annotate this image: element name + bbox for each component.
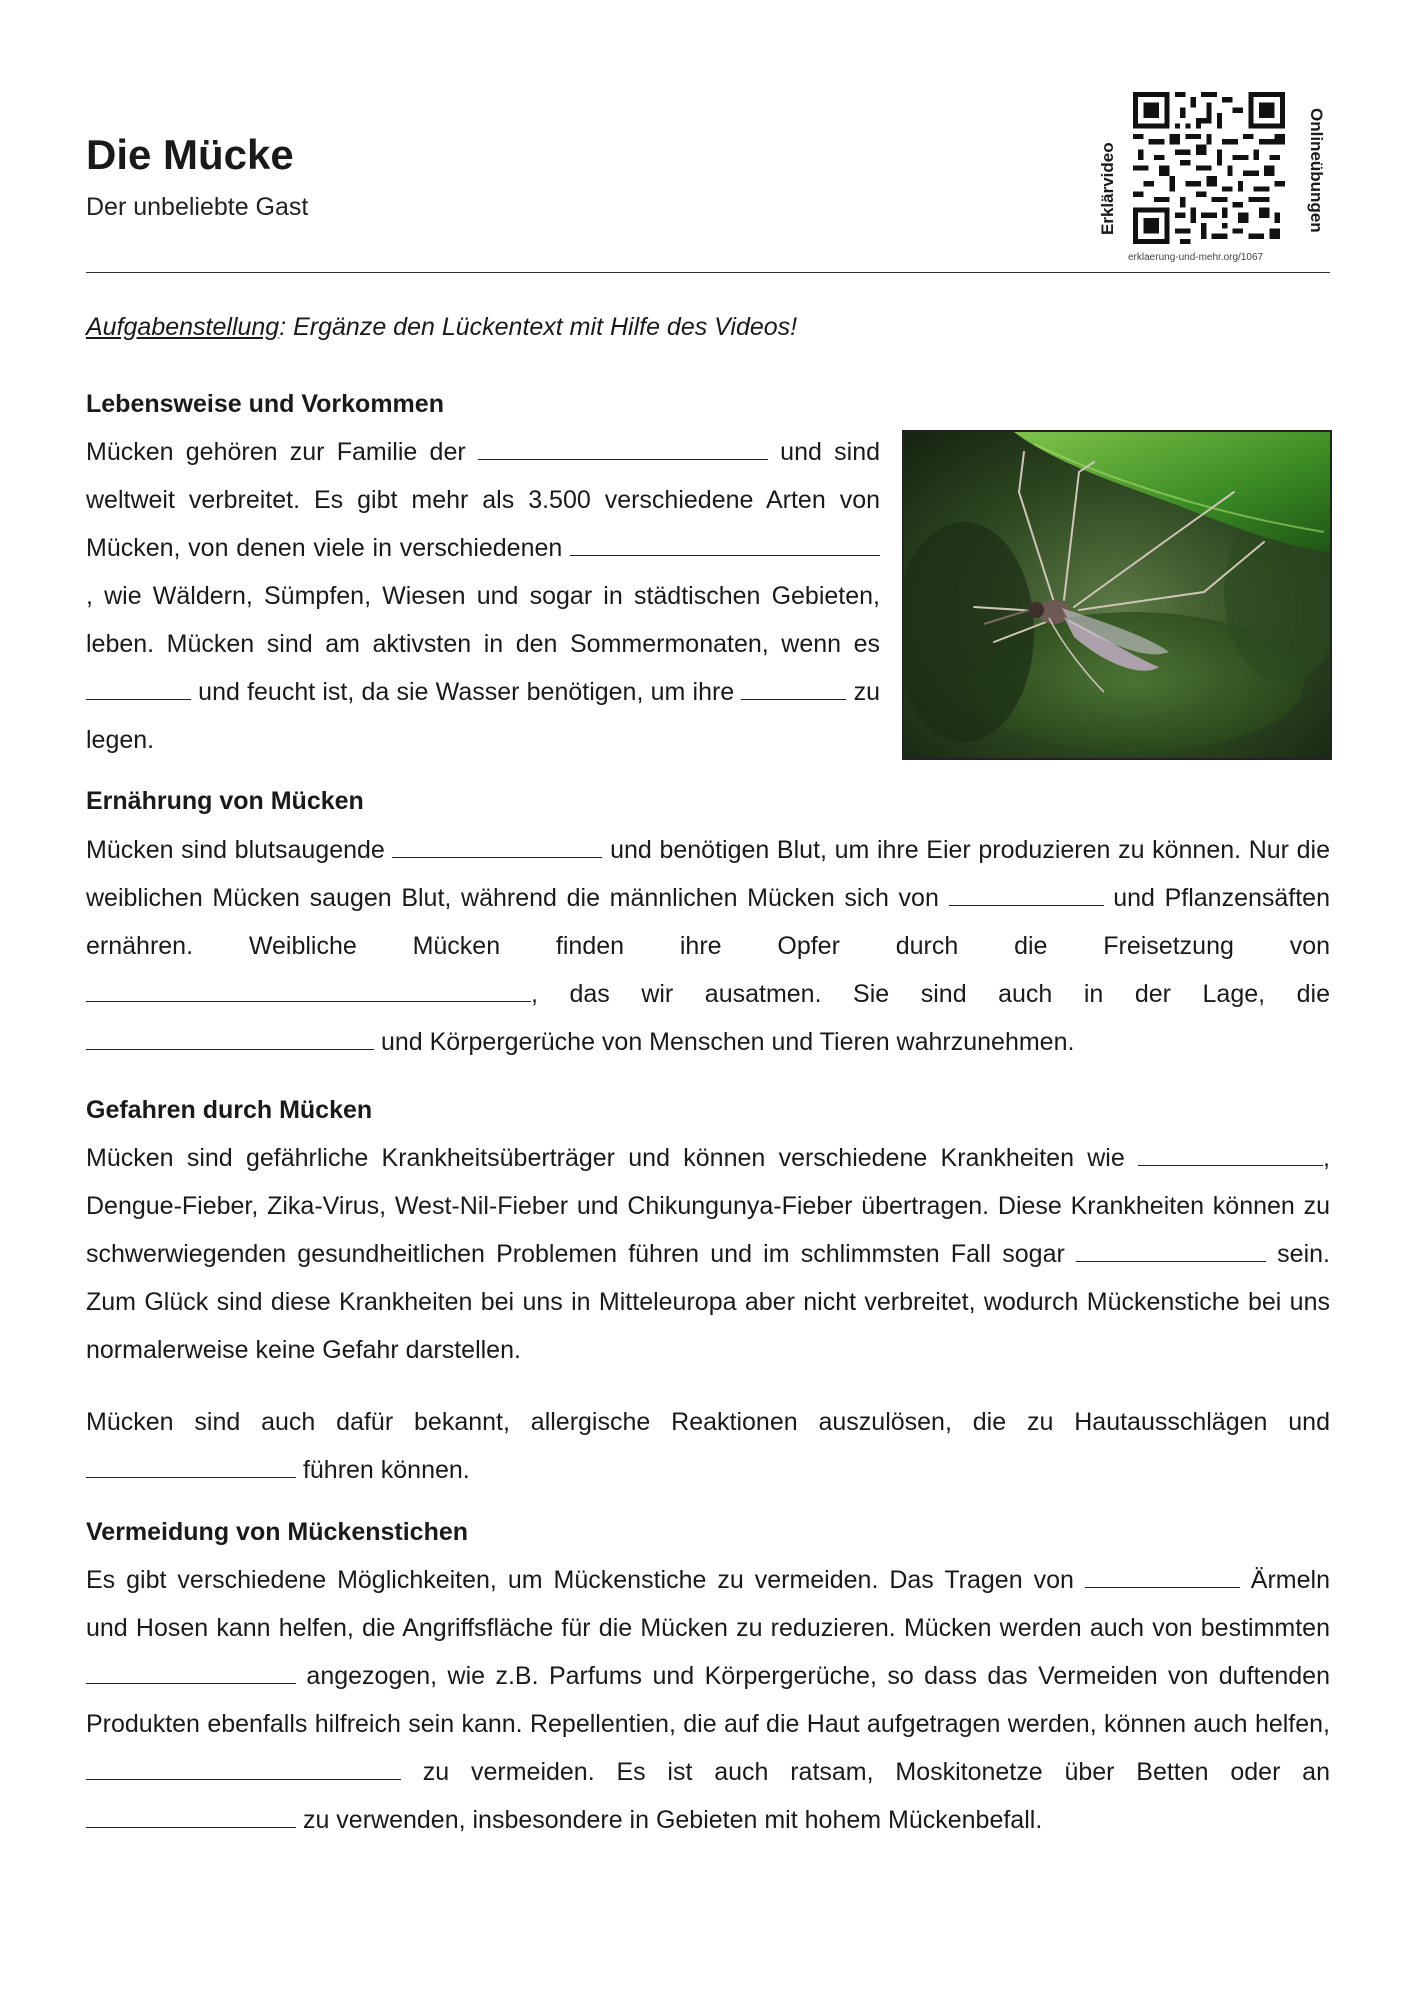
- fill-blank[interactable]: [86, 1757, 401, 1780]
- fill-blank[interactable]: [1138, 1143, 1323, 1166]
- text-segment: Ärmeln und Hosen kann helfen, die Angriffsfläche für die Mücken zu reduzieren. Mücken werden auch von bestimmten: [86, 1566, 1330, 1642]
- text-segment: zu verwenden, insbesondere in Gebieten mit hohem Mückenbefall.: [296, 1806, 1043, 1834]
- mosquito-image-icon: [904, 432, 1330, 758]
- fill-blank[interactable]: [86, 1661, 296, 1684]
- text-segment: zu vermeiden. Es ist auch ratsam, Moskitonetze über Betten oder an: [401, 1758, 1330, 1786]
- paragraph-ernaehrung: [86, 826, 1330, 1066]
- text-segment: angezogen, wie z.B. Parfums und Körpergerüche, so dass das Vermeiden von duftenden Produkten ebenfalls hilfreich sein kann. Repellentien, die auf die Haut aufgetragen werden, können auch helfen,: [86, 1662, 1330, 1738]
- page-subtitle: Der unbeliebte Gast: [86, 193, 309, 221]
- qr-url[interactable]: erklaerung-und-mehr.org/1067: [1128, 252, 1264, 263]
- text-segment: zu legen.: [86, 678, 880, 754]
- heading-gefahren: Gefahren durch Mücken: [86, 1096, 373, 1124]
- text-segment: und Körpergerüche von Menschen und Tieren wahrzunehmen.: [374, 1028, 1075, 1056]
- text-segment: Mücken sind auch dafür bekannt, allergische Reaktionen auszulösen, die zu Hautausschlägen und: [86, 1408, 1330, 1436]
- fill-blank[interactable]: [741, 677, 846, 700]
- page-title: Die Mücke: [86, 131, 294, 178]
- task-label: Aufgabenstellung: [86, 313, 280, 341]
- text-segment: und benötigen Blut, um ihre Eier produzieren zu können. Nur die weiblichen Mücken saugen Blut, während die männlichen Mücken sich von: [86, 836, 1331, 912]
- fill-blank[interactable]: [1085, 1565, 1240, 1588]
- text-segment: und sind weltweit verbreitet. Es gibt mehr als 3.500 verschiedene Arten von Mücken, von denen viele in verschiedenen: [86, 438, 880, 562]
- fill-blank[interactable]: [86, 979, 531, 1002]
- task-text: : Ergänze den Lückentext mit Hilfe des Videos!: [279, 313, 798, 341]
- text-segment: , wie Wäldern, Sümpfen, Wiesen und sogar in städtischen Gebieten, leben. Mücken sind am aktivsten in den Sommermonaten, wenn es: [86, 582, 880, 658]
- text-segment: , Dengue-Fieber, Zika-Virus, West-Nil-Fieber und Chikungunya-Fieber übertragen. Diese Krankheiten können zu schwerwiegenden gesundheitlichen Problemen führen und im schlimmsten Fall sogar: [86, 1144, 1330, 1268]
- text-segment: Es gibt verschiedene Möglichkeiten, um Mückenstiche zu vermeiden. Das Tragen von: [86, 1566, 1085, 1594]
- heading-vermeidung: Vermeidung von Mückenstichen: [86, 1518, 469, 1546]
- text-segment: und Pflanzensäften ernähren. Weibliche Mücken finden ihre Opfer durch die Freisetzung von: [86, 884, 1330, 960]
- text-segment: Mücken sind blutsaugende: [86, 836, 393, 864]
- text-segment: sein. Zum Glück sind diese Krankheiten bei uns in Mitteleuropa aber nicht verbreitet, wodurch Mückenstiche bei uns normalerweise keine Gefahr darstellen.: [86, 1240, 1330, 1364]
- paragraph-vermeidung: [86, 1556, 1330, 1844]
- text-segment: Mücken gehören zur Familie der: [86, 438, 478, 466]
- heading-lebensweise: Lebensweise und Vorkommen: [86, 390, 444, 418]
- fill-blank[interactable]: [86, 1805, 296, 1828]
- fill-blank[interactable]: [392, 835, 602, 858]
- fill-blank[interactable]: [478, 437, 768, 460]
- paragraph-gefahren-allergie: [86, 1398, 1330, 1494]
- header-divider: [86, 272, 1330, 273]
- text-segment: führen können.: [296, 1456, 470, 1484]
- fill-blank[interactable]: [1076, 1239, 1266, 1262]
- qr-right-label-text: Onlineübungen: [1307, 108, 1326, 233]
- fill-blank[interactable]: [949, 883, 1104, 906]
- qr-label-online-exercises: [1302, 108, 1328, 258]
- fill-blank[interactable]: [86, 677, 191, 700]
- qr-left-label-text: Erklärvideo: [1098, 142, 1117, 235]
- qr-label-explainer-video: [1098, 125, 1124, 235]
- task-instruction: [86, 313, 797, 342]
- heading-ernaehrung: Ernährung von Mücken: [86, 787, 364, 815]
- fill-blank[interactable]: [570, 533, 880, 556]
- text-segment: und feucht ist, da sie Wasser benötigen, um ihre: [191, 678, 742, 706]
- qr-code-icon[interactable]: [1133, 92, 1285, 244]
- fill-blank[interactable]: [86, 1455, 296, 1478]
- paragraph-lebensweise: [86, 428, 880, 764]
- text-segment: Mücken sind gefährliche Krankheitsüberträger und können verschiedene Krankheiten wie: [86, 1144, 1139, 1172]
- mosquito-photo: [902, 430, 1332, 760]
- paragraph-gefahren: [86, 1134, 1330, 1374]
- text-segment: , das wir ausatmen. Sie sind auch in der Lage, die: [531, 980, 1330, 1008]
- fill-blank[interactable]: [86, 1027, 374, 1050]
